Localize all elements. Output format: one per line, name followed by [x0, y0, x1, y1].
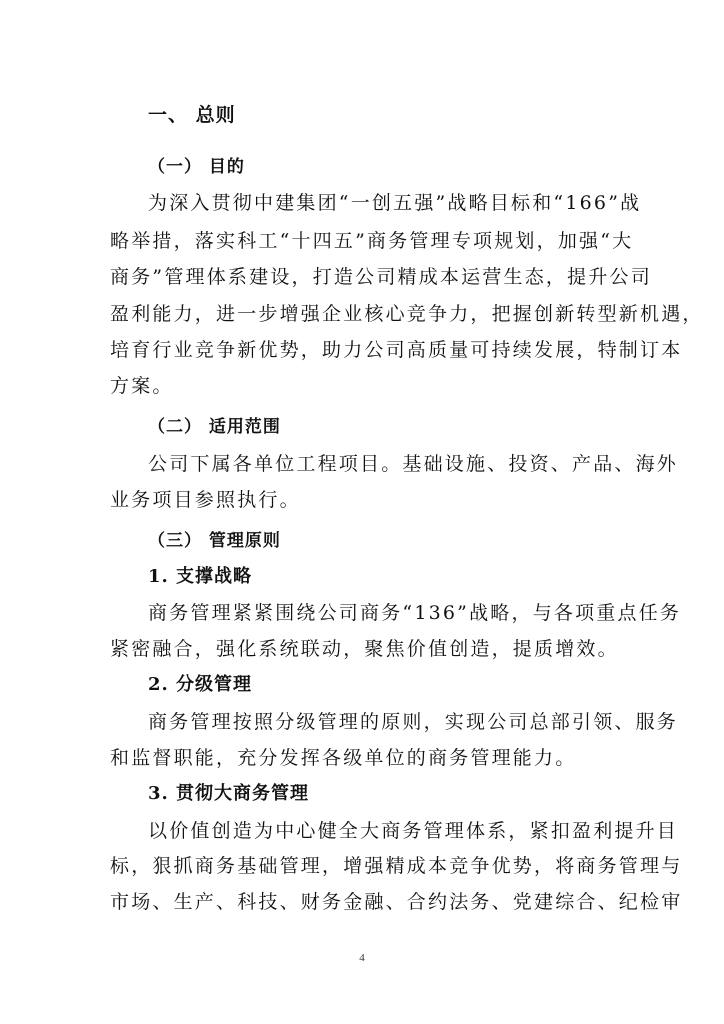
principle-title: 2. 分级管理: [148, 674, 253, 695]
section-title-principles: （三） 管理原则: [148, 531, 281, 551]
paragraph-line: 市场、生产、科技、财务金融、合约法务、党建综合、纪检审: [110, 891, 683, 913]
paragraph-line: 以价值创造为中心健全大商务管理体系，紧扣盈利提升目: [148, 820, 679, 842]
paragraph-line: 盈利能力，进一步增强企业核心竞争力，把握创新转型新机遇，: [110, 303, 704, 325]
heading-general: 一、 总则: [148, 104, 236, 126]
section-title-purpose: （一） 目的: [148, 157, 245, 177]
paragraph-line: 商务管理按照分级管理的原则，实现公司总部引领、服务: [148, 711, 679, 733]
paragraph-line: 业务项目参照执行。: [110, 489, 301, 511]
paragraph-line: 标，狠抓商务基础管理，增强精成本竞争优势，将商务管理与: [110, 855, 683, 877]
page-number: 4: [359, 952, 365, 964]
paragraph-line: 商务管理紧紧围绕公司商务“136”战略，与各项重点任务: [148, 602, 682, 624]
section-title-scope: （二） 适用范围: [148, 417, 281, 437]
paragraph-line: 方案。: [110, 375, 174, 397]
paragraph-line: 培育行业竞争新优势，助力公司高质量可持续发展，特制订本: [110, 339, 683, 361]
principle-title: 1. 支撑战略: [148, 566, 253, 587]
paragraph-line: 和监督职能，充分发挥各级单位的商务管理能力。: [110, 747, 577, 769]
paragraph-line: 公司下属各单位工程项目。基础设施、投资、产品、海外: [148, 453, 679, 475]
principle-title: 3. 贯彻大商务管理: [148, 783, 310, 804]
paragraph-line: 紧密融合，强化系统联动，聚焦价值创造，提质增效。: [110, 638, 619, 660]
paragraph-line: 商务”管理体系建设，打造公司精成本运营生态，提升公司: [110, 266, 652, 288]
paragraph-line: 为深入贯彻中建集团“一创五强”战略目标和“166”战: [148, 192, 642, 214]
paragraph-line: 略举措，落实科工“十四五”商务管理专项规划，加强“大: [110, 230, 634, 252]
